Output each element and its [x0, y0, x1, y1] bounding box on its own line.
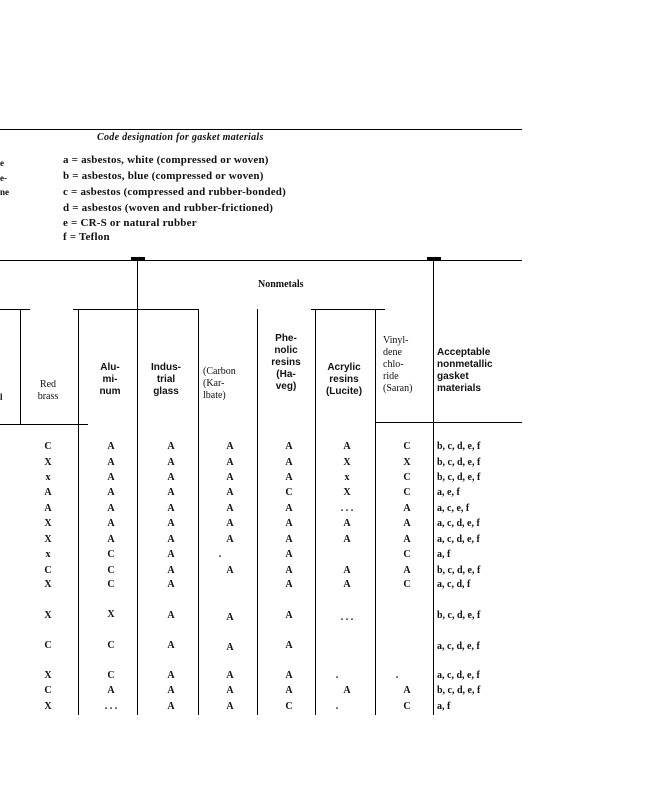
cell: A: [403, 534, 411, 545]
cell: C: [107, 565, 115, 576]
cell: A: [107, 685, 115, 696]
cell: A: [226, 487, 234, 498]
cell: C: [403, 549, 411, 560]
cell: X: [44, 701, 52, 712]
cell: A: [285, 610, 293, 621]
code-item-f: f = Teflon: [63, 231, 110, 243]
col-sep-6: [375, 309, 376, 715]
cell: A: [226, 503, 234, 514]
cell-acceptable: a, f: [437, 701, 451, 712]
code-item-e: e = CR-S or natural rubber: [63, 217, 197, 229]
cell: C: [44, 565, 52, 576]
cell: A: [167, 518, 175, 529]
cell: X: [107, 609, 115, 620]
cell: C: [107, 549, 115, 560]
col-header-phenolic: Phe- nolic resins (Ha- veg): [271, 333, 301, 392]
cell: A: [285, 503, 293, 514]
cell-acceptable: a, e, f: [437, 487, 460, 498]
cell: A: [343, 685, 351, 696]
cell: A: [167, 441, 175, 452]
cell: A: [226, 534, 234, 545]
table-top-rule: [0, 260, 522, 261]
cell: C: [44, 441, 52, 452]
edge-fragment-1: e-: [0, 173, 7, 183]
edge-fragment-3: ne: [0, 187, 9, 197]
cell: A: [107, 518, 115, 529]
cell: A: [44, 503, 52, 514]
code-item-d: d = asbestos (woven and rubber-frictioned): [63, 202, 274, 214]
cell: A: [285, 472, 293, 483]
cell: A: [343, 565, 351, 576]
cell-acceptable: a, f: [437, 549, 451, 560]
col-sep-0: [20, 309, 21, 424]
cell: A: [285, 534, 293, 545]
cell: A: [285, 579, 293, 590]
cell: A: [226, 642, 234, 653]
cell: A: [167, 487, 175, 498]
col-sep-2: [137, 260, 138, 715]
cell: A: [44, 487, 52, 498]
cell: . . .: [104, 701, 118, 712]
cell-acceptable: b, c, d, e, f: [437, 472, 481, 483]
cell: C: [107, 640, 115, 651]
cell: . . .: [340, 503, 354, 514]
cell: C: [107, 579, 115, 590]
cell: X: [44, 670, 52, 681]
cell: A: [167, 457, 175, 468]
cell: X: [44, 457, 52, 468]
col-header-carbon: (Carbon (Kar- lbate): [203, 366, 236, 401]
cell: C: [403, 441, 411, 452]
cell: A: [226, 441, 234, 452]
cell-acceptable: a, c, d, e, f: [437, 534, 480, 545]
cell: A: [285, 441, 293, 452]
col-header-acrylic: Acrylic resins (Lucite): [325, 362, 363, 397]
edge-header-fragment: l: [0, 392, 3, 402]
cell: C: [285, 487, 293, 498]
cell: A: [285, 518, 293, 529]
cell-acceptable: a, c, d, e, f: [437, 518, 480, 529]
cell: A: [285, 640, 293, 651]
cell: A: [167, 685, 175, 696]
cell: A: [343, 441, 351, 452]
cell: A: [403, 565, 411, 576]
cell-acceptable: b, c, d, e, f: [437, 610, 481, 621]
col-sep-4: [257, 309, 258, 715]
cell: A: [285, 685, 293, 696]
col-header-vinylidene: Vinyl- dene chlo- ride (Saran): [383, 335, 413, 394]
cell: A: [167, 549, 175, 560]
cell: A: [226, 565, 234, 576]
cell: X: [403, 457, 411, 468]
cell: A: [403, 685, 411, 696]
cell: A: [167, 670, 175, 681]
cell: A: [285, 549, 293, 560]
cell: .: [335, 670, 339, 681]
cell-acceptable: a, c, e, f: [437, 503, 470, 514]
cell: x: [45, 472, 51, 483]
subrule-3: [311, 309, 385, 310]
cell: A: [107, 534, 115, 545]
cell: A: [107, 472, 115, 483]
cell: A: [226, 670, 234, 681]
cell: A: [226, 685, 234, 696]
col-header-industrial-glass: Indus- trial glass: [151, 362, 181, 397]
cell: x: [344, 472, 350, 483]
header-bottom-rule-right: [375, 422, 522, 423]
cell: A: [226, 518, 234, 529]
col-header-red-brass: Red brass: [37, 379, 59, 402]
cell: X: [343, 487, 351, 498]
cell: .: [218, 549, 222, 560]
cell: A: [167, 534, 175, 545]
cell: C: [44, 685, 52, 696]
cell: A: [167, 472, 175, 483]
header-bottom-rule-left: [0, 424, 88, 425]
cell: X: [44, 518, 52, 529]
cell: X: [343, 457, 351, 468]
cell-acceptable: b, c, d, e, f: [437, 441, 481, 452]
code-item-b: b = asbestos, blue (compressed or woven): [63, 170, 264, 182]
col-sep-5: [315, 309, 316, 715]
rule-tick-left: [131, 257, 145, 260]
cell: A: [226, 612, 234, 623]
cell: C: [44, 640, 52, 651]
cell: A: [343, 534, 351, 545]
cell: C: [403, 579, 411, 590]
cell: C: [285, 701, 293, 712]
edge-fragment-2: e: [0, 158, 4, 168]
cell: X: [44, 534, 52, 545]
cell: A: [343, 518, 351, 529]
cell: A: [107, 441, 115, 452]
cell: A: [167, 701, 175, 712]
cell: A: [403, 503, 411, 514]
col-sep-3: [198, 309, 199, 715]
top-rule: [0, 129, 522, 130]
col-header-aluminum: Alu- mi- num: [99, 362, 121, 397]
cell: A: [107, 457, 115, 468]
cell: A: [167, 640, 175, 651]
cell-acceptable: b, c, d, e, f: [437, 565, 481, 576]
cell: C: [107, 670, 115, 681]
cell: A: [107, 487, 115, 498]
cell: X: [44, 610, 52, 621]
code-item-a: a = asbestos, white (compressed or woven): [63, 154, 269, 166]
cell-acceptable: a, c, d, e, f: [437, 670, 480, 681]
cell: x: [45, 549, 51, 560]
subrule-1: [0, 309, 30, 310]
code-item-c: c = asbestos (compressed and rubber-bonded): [63, 186, 286, 198]
cell: A: [167, 503, 175, 514]
cell-acceptable: a, c, d, e, f: [437, 641, 480, 652]
cell: A: [285, 565, 293, 576]
col-header-acceptable: Acceptable nonmetallic gasket materials: [437, 347, 493, 394]
cell: C: [403, 487, 411, 498]
col-sep-1: [78, 309, 79, 715]
cell: A: [226, 457, 234, 468]
cell: A: [403, 518, 411, 529]
cell: . . .: [340, 612, 354, 623]
cell: A: [226, 472, 234, 483]
cell: A: [285, 457, 293, 468]
cell: A: [226, 701, 234, 712]
cell: .: [335, 701, 339, 712]
cell: X: [44, 579, 52, 590]
cell-acceptable: b, c, d, e, f: [437, 685, 481, 696]
group-header-nonmetals: Nonmetals: [258, 279, 304, 290]
code-designation-title: Code designation for gasket materials: [97, 132, 264, 143]
cell: A: [167, 610, 175, 621]
cell: A: [285, 670, 293, 681]
cell: A: [167, 565, 175, 576]
col-sep-7: [433, 260, 434, 715]
cell: C: [403, 472, 411, 483]
cell: A: [107, 503, 115, 514]
cell: A: [167, 579, 175, 590]
cell: .: [395, 670, 399, 681]
subrule-2: [73, 309, 199, 310]
cell: C: [403, 701, 411, 712]
rule-tick-right: [427, 257, 441, 260]
cell-acceptable: a, c, d, f: [437, 579, 471, 590]
cell-acceptable: b, c, d, e, f: [437, 457, 481, 468]
cell: A: [343, 579, 351, 590]
